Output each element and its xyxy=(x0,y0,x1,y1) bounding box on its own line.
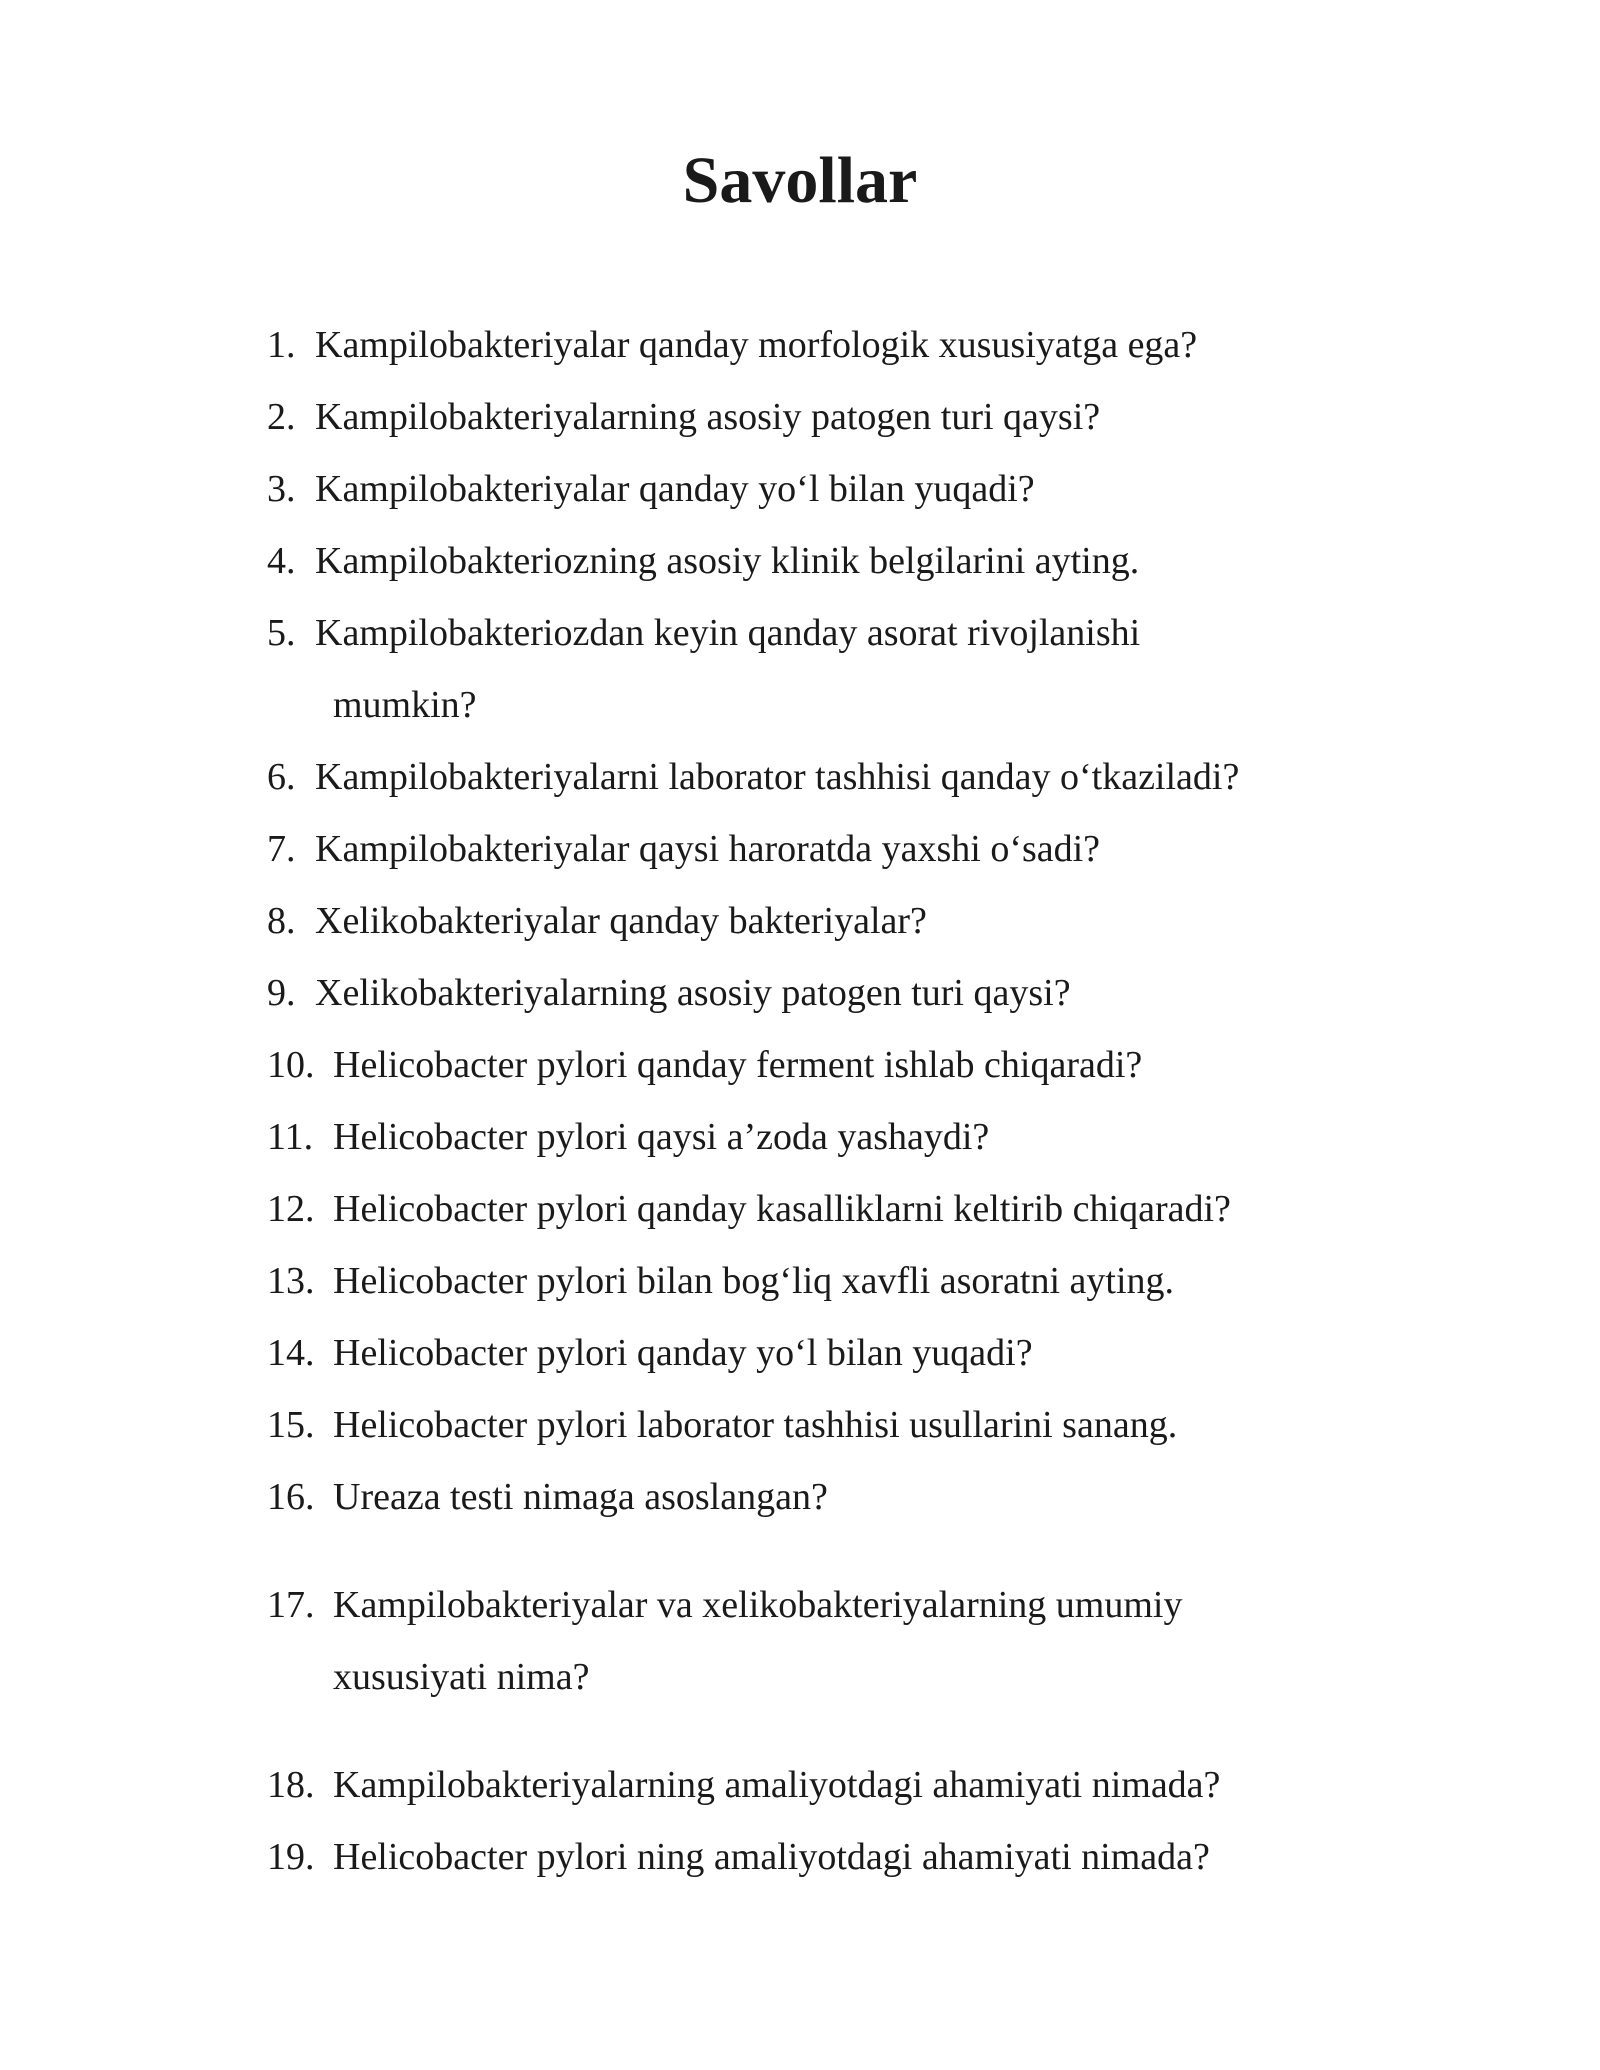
question-number: 15. xyxy=(267,1404,315,1446)
question-text-continuation: mumkin? xyxy=(333,684,477,726)
question-text: Xelikobakteriyalar qanday bakteriyalar? xyxy=(315,900,927,942)
question-item-13 xyxy=(267,1245,1367,1317)
question-item-9 xyxy=(267,957,1367,1029)
question-item-15 xyxy=(267,1389,1367,1461)
question-text: Helicobacter pylori qaysi a’zoda yashaydi? xyxy=(333,1116,990,1158)
question-number: 3. xyxy=(267,468,296,510)
question-item-1 xyxy=(267,309,1367,381)
question-number: 13. xyxy=(267,1260,315,1302)
question-item-17 xyxy=(267,1569,1367,1713)
question-item-2 xyxy=(267,381,1367,453)
question-item-18 xyxy=(267,1749,1367,1821)
question-number: 11. xyxy=(267,1116,314,1158)
question-text: Helicobacter pylori qanday yo‘l bilan yuqadi? xyxy=(333,1332,1033,1374)
question-text: Kampilobakteriozning asosiy klinik belgilarini ayting. xyxy=(315,540,1140,582)
question-number: 18. xyxy=(267,1764,315,1806)
question-item-5 xyxy=(267,597,1367,741)
question-text: Helicobacter pylori qanday ferment ishlab chiqaradi? xyxy=(333,1044,1143,1086)
question-text: Helicobacter pylori qanday kasalliklarni keltirib chiqaradi? xyxy=(333,1188,1231,1230)
question-number: 16. xyxy=(267,1476,315,1518)
question-item-10 xyxy=(267,1029,1367,1101)
question-text: Kampilobakteriyalar qaysi haroratda yaxshi o‘sadi? xyxy=(315,828,1101,870)
question-item-11 xyxy=(267,1101,1367,1173)
question-text: Kampilobakteriyalar qanday yo‘l bilan yuqadi? xyxy=(315,468,1035,510)
question-number: 1. xyxy=(267,324,296,366)
question-item-14 xyxy=(267,1317,1367,1389)
question-number: 12. xyxy=(267,1188,315,1230)
question-number: 19. xyxy=(267,1836,315,1878)
question-text: Helicobacter pylori laborator tashhisi usullarini sanang. xyxy=(333,1404,1178,1446)
question-text: Helicobacter pylori bilan bog‘liq xavfli asoratni ayting. xyxy=(333,1260,1175,1302)
question-item-6 xyxy=(267,741,1367,813)
question-text: Kampilobakteriyalar qanday morfologik xususiyatga ega? xyxy=(315,324,1198,366)
question-number: 6. xyxy=(267,756,296,798)
question-text: Kampilobakteriyalarning asosiy patogen turi qaysi? xyxy=(315,396,1101,438)
question-text: Helicobacter pylori ning amaliyotdagi ahamiyati nimada? xyxy=(333,1836,1210,1878)
question-text: Kampilobakteriyalar va xelikobakteriyalarning umumiy xyxy=(333,1584,1183,1626)
question-text: Xelikobakteriyalarning asosiy patogen turi qaysi? xyxy=(315,972,1071,1014)
question-text: Kampilobakteriyalarni laborator tashhisi qanday o‘tkaziladi? xyxy=(315,756,1240,798)
question-number: 7. xyxy=(267,828,296,870)
question-number: 2. xyxy=(267,396,296,438)
question-item-12 xyxy=(267,1173,1367,1245)
question-text: Kampilobakteriyalarning amaliyotdagi ahamiyati nimada? xyxy=(333,1764,1221,1806)
question-number: 4. xyxy=(267,540,296,582)
question-number: 5. xyxy=(267,612,296,654)
question-item-19 xyxy=(267,1821,1367,1893)
question-number: 9. xyxy=(267,972,296,1014)
page-title: Savollar xyxy=(682,144,918,217)
question-number: 8. xyxy=(267,900,296,942)
question-item-4 xyxy=(267,525,1367,597)
question-number: 10. xyxy=(267,1044,315,1086)
question-item-8 xyxy=(267,885,1367,957)
question-text: Ureaza testi nimaga asoslangan? xyxy=(333,1476,828,1518)
question-item-7 xyxy=(267,813,1367,885)
question-item-3 xyxy=(267,453,1367,525)
question-item-16 xyxy=(267,1461,1367,1533)
question-number: 17. xyxy=(267,1584,315,1626)
question-text-continuation: xususiyati nima? xyxy=(333,1656,590,1698)
question-number: 14. xyxy=(267,1332,315,1374)
question-text: Kampilobakteriozdan keyin qanday asorat rivojlanishi xyxy=(315,612,1141,654)
questions-list xyxy=(267,309,1367,1893)
